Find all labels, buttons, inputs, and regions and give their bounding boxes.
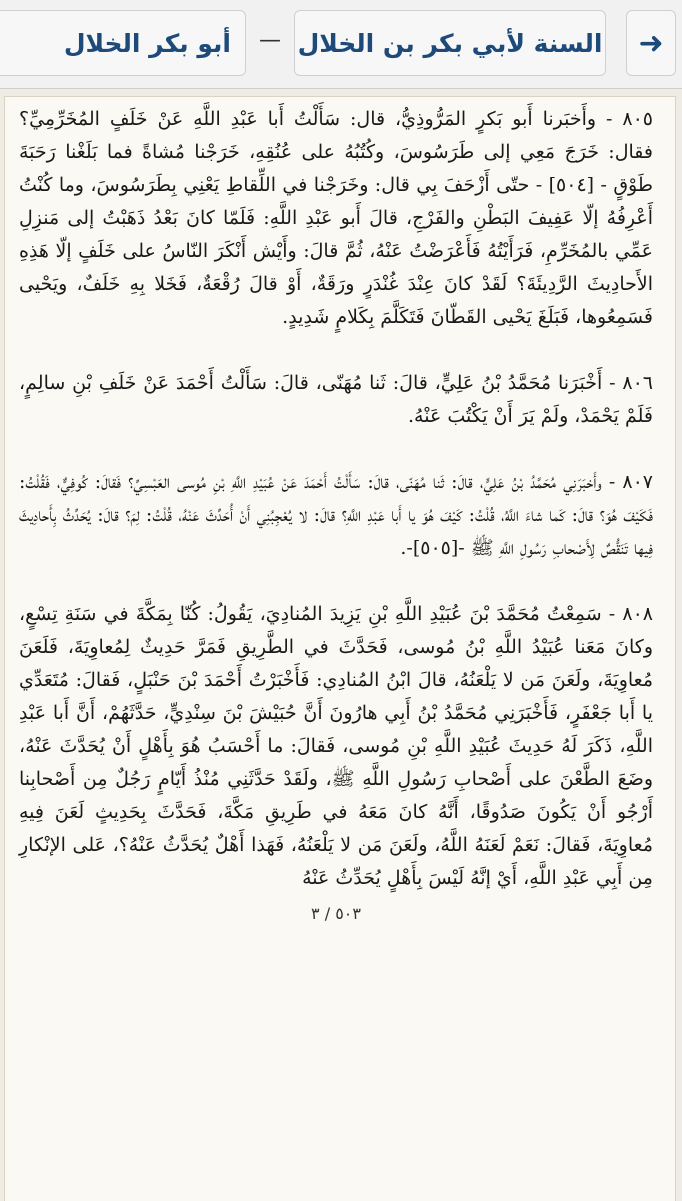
title-separator: — [259, 28, 281, 53]
book-title-button[interactable] [294, 10, 606, 76]
page-number: ٥٠٣ / ٣ [311, 904, 361, 923]
hadith-808: ٨٠٨ - سَمِعْتُ مُحَمَّدَ بْنَ عُبَيْدِ اللَّهِ بْنِ يَزِيدَ المُنادِيَ، يَقُولُ: كُنّا بِمَكَّةَ في سَنَةِ تِسْعٍ، وكانَ مَعَنا عُبَيْدُ اللَّهِ بْنُ مُوسى، فَحَدَّثَ في الطَّرِيقِ فَمَرَّ حَدِيثٌ لِمُعاوِيَةَ، فَلَعَنَ مُعاوِيَةَ، ولَعَنَ مَن لا يَلْعَنُهُ، قالَ ابْنُ المُنادِي: فَأَخْبَرْتُ أَحْمَدَ بْنَ حَنْبَلٍ، فَقالَ: مُتَعَدِّي يا أَبا جَعْفَرٍ، فَأَخْبَرَنِي مُحَمَّدُ بْنُ أَبِي هارُونَ أَنَّ حُبَيْشَ بْنَ سِنْدِيٍّ، حَدَّثَهُمْ، أَنَّ أَبا عَبْدِ اللَّهِ، ذَكَرَ لَهُ حَدِيثَ عُبَيْدِ اللَّهِ بْنِ مُوسى، فَقالَ: ما أَحْسَبُ هُوَ بِأَهْلٍ أَنْ يُحَدَّثَ عَنْهُ، وضَعَ الطَّعْنَ على أَصْحابِ رَسُولِ اللَّهِ ﷺ، ولَقَدْ حَدَّثَنِي مُنْذُ أَيّامٍ رَجُلٌ مِن أَصْحابِنا أَرْجُو أَنْ يَكُونَ صَدُوقًا، أَنَّهُ كانَ مَعَهُ في طَرِيقِ مَكَّةَ، فَحَدَّثَ بِحَدِيثٍ لَعَنَ فِيهِ مُعاوِيَةَ، فَقالَ: نَعَمْ لَعَنَهُ اللَّهُ، ولَعَنَ مَن لا يَلْعَنُهُ، فَهَذا أَهْلٌ يُحَدَّثُ عَنْهُ؟، عَلى الإنْكارِ مِن أَبِي عَبْدِ اللَّهِ، أَيْ إنَّهُ لَيْسَ بِأَهْلٍ يُحَدِّثُ عَنْهُ [19, 603, 653, 889]
book-page [4, 96, 676, 1201]
hadith-807: ٨٠٧ - وأَخبَرَنِي مُحَمَّدُ بْنُ عَلِيٍّ، قالَ: ثَنا مُهَنّى، قالَ: سَأَلْتُ أَحْمَدَ عَنْ عُبَيْدِ اللَّهِ بْنِ مُوسى العَبْسِيِّ؟ فَقالَ: كُوفِيٌّ، فَقُلْتُ: فَكَيْفَ هُوَ؟ قالَ: كَما شاءَ اللَّهُ، قُلْتُ: كَيْفَ هُوَ يا أَبا عَبْدِ اللَّهِ؟ قالَ: لا يُعْجِبُنِي أَنْ أُحَدِّثَ عَنْهُ، قُلْتُ: لِمَ؟ قالَ: يُحَدِّثُ بِأَحادِيثَ فِيها تَنَقُّصٌ لِأَصْحابِ رَسُولِ اللَّهِ ﷺ -[٥٠٥]-. [19, 471, 653, 559]
book-title: السنة لأبي بكر بن الخلال [297, 28, 603, 58]
hadith-805: ٨٠٥ - وأَخبَرنا أَبو بَكرٍ المَرُّوذِيُّ، قال: سَأَلْتُ أَبا عَبْدِ اللَّهِ عَنْ خَلَفٍ المُخَرِّمِيِّ؟ فقال: خَرَجَ مَعِي إلى طَرَسُوسَ، وكُتُبُهُ على عُنُقِهِ، خَرَجْنا مُشاةً فما بَلَغْنا رَحَبَةَ طَوْقٍ - [٥٠٤] - حتّى أَزْحَفَ بِي قال: وخَرَجْنا في اللِّقاطِ يَعْنِي بِطَرَسُوسَ، وما كُنْتُ أَعْرِفُهُ إلّا عَفِيفَ البَطْنِ والفَرْجِ، قالَ أَبو عَبْدِ اللَّهِ: فَلَمّا كانَ بَعْدُ ذَهَبْتُ إلى مَنزِلِ عَمِّي بالمُخَرِّمِ، فَرَأَيْتُهُ فَأَعْرَضْتُ عَنْهُ، ثُمَّ قالَ: وأَيْش أَنْكَرَ النّاسُ على خَلَفٍ إلّا هَذِهِ الأَحادِيثَ الرَّدِيئَةَ؟ لَقَدْ كانَ عِنْدَ غُنْدَرٍ ورَقَةٌ، أَوْ قالَ رُقْعَةٌ، فَخَلا بِهِ خَلَفٌ، ويَحْيى فَسَمِعُوها، فَبَلَغَ يَحْيى القَطّانَ فَتَكَلَّمَ بِكَلامٍ شَدِيدٍ. [19, 108, 653, 328]
page-content [5, 97, 675, 930]
back-button[interactable] [626, 10, 676, 76]
author-button[interactable] [0, 10, 246, 76]
arrow-right-icon: ➜ [638, 25, 664, 61]
top-bar [0, 0, 682, 89]
author-name: أبو بكر الخلال [63, 28, 231, 58]
hadith-806: ٨٠٦ - أَخْبَرَنا مُحَمَّدُ بْنُ عَلِيٍّ، قالَ: ثَنا مُهَنّى، قالَ: سَأَلْتُ أَحْمَدَ عَنْ خَلَفِ بْنِ سالِمٍ، فَلَمْ يَحْمَدْ، ولَمْ يَرَ أَنْ يَكْتُبَ عَنْهُ. [19, 372, 653, 427]
